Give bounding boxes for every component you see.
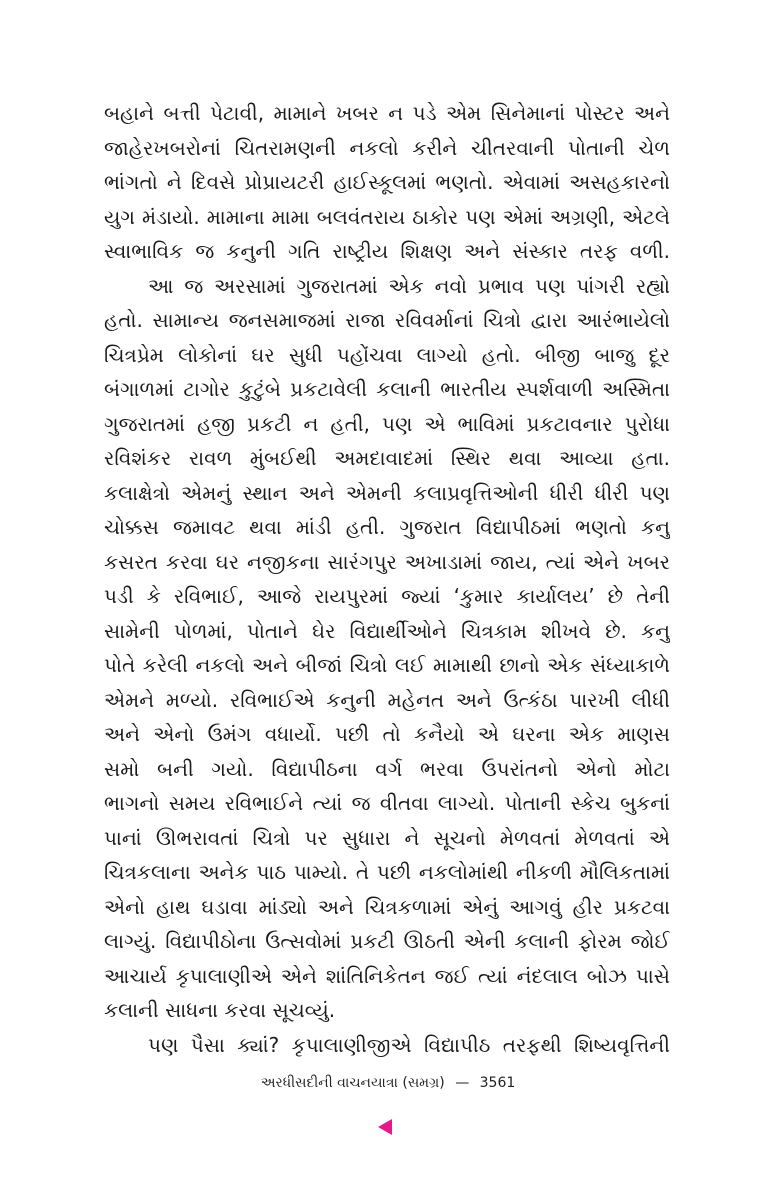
text-line: રવિશંકર રાવળ મુંબઈથી અમદાવાદમાં સ્થિર થવા આવ્યા હતા. (104, 446, 670, 470)
text-line: ગુજરાતમાં હજી પ્રકટી ન હતી, પણ એ ભાવિમાં પ્રકટાવનાર પુરોધા (104, 411, 670, 436)
text-line: આ જ અરસામાં ગુજરાતમાં એક નવો પ્રભાવ પણ પાંગરી રહ્યો (148, 273, 670, 298)
text-line: પોતે કરેલી નકલો અને બીજાં ચિત્રો લઈ મામાથી છાનો એક સંધ્યાકાળે (104, 653, 670, 677)
text-line: કલાક્ષેત્રો એમનું સ્થાન અને એમની કલાપ્રવૃત્તિઓની ધીરી ધીરી પણ (104, 480, 670, 505)
text-line: સમો બની ગયો. વિદ્યાપીઠના વર્ગ ભરવા ઉપરાંતનો એનો મોટા (104, 756, 670, 781)
page-body (104, 96, 670, 1062)
text-line: લાગ્યું. વિદ્યાપીઠોના ઉત્સવોમાં પ્રકટી ઊઠતી એની કલાની ફોરમ જોઈ (104, 929, 670, 953)
page-footer (0, 1074, 776, 1092)
text-line: કસરત કરવા ઘર નજીકના સારંગપુર અખાડામાં જાય, ત્યાં એને ખબર (104, 549, 670, 574)
book-title: અરધીસદીની વાચનયાત્રા (સમગ્ર) (260, 1075, 445, 1091)
text-line: ભાંગતો ને દિવસે પ્રોપ્રાયટરી હાઈસ્કૂલમાં ભણતો. એવામાં અસહકારનો (104, 170, 670, 194)
text-line: એનો હાથ ઘડાવા માંડ્યો અને ચિત્રકળામાં એનું આગવું હીર પ્રકટવા (104, 894, 670, 919)
text-line: ચોક્કસ જમાવટ થવા માંડી હતી. ગુજરાત વિદ્યાપીઠમાં ભણતો કનુ (104, 515, 670, 539)
text-line: યુગ મંડાયો. મામાના મામા બલવંતરાય ઠાકોર પણ એમાં અગ્રણી, એટલે (104, 204, 670, 229)
text-line: અને એનો ઉમંગ વધાર્યો. પછી તો કનૈયો એ ઘરના એક માણસ (104, 722, 670, 746)
text-line: પાનાં ઊભરાવતાં ચિત્રો પર સુધારા ને સૂચનો મેળવતાં મેળવતાં એ (104, 825, 670, 850)
text-line: કલાની સાધના કરવા સૂચવ્યું. (104, 998, 336, 1022)
text-line: પણ પૈસા ક્યાં? કૃપાલાણીજીએ વિદ્યાપીઠ તરફથી શિષ્યવૃત્તિની (148, 1032, 670, 1057)
text-line: ચિત્રપ્રેમ લોકોનાં ઘર સુધી પહોંચવા લાગ્યો હતો. બીજી બાજુ દૂર (104, 342, 670, 367)
text-line: બહાને બત્તી પેટાવી, મામાને ખબર ન પડે એમ સિનેમાનાં પોસ્ટર અને (104, 101, 670, 125)
page-number: 3561 (479, 1075, 516, 1091)
text-line: ચિત્રકલાના અનેક પાઠ પામ્યો. તે પછી નકલોમાંથી નીકળી મૌલિકતામાં (104, 860, 670, 884)
text-line: જાહેરખબરોનાં ચિતરામણની નકલો કરીને ચીતરવાની પોતાની ચેળ (104, 135, 670, 160)
text-line: સ્વાભાવિક જ કનુની ગતિ રાષ્ટ્રીય શિક્ષણ અને સંસ્કાર તરફ વળી. (104, 239, 670, 263)
footer-separator: — (455, 1075, 470, 1091)
triangle-left-icon[interactable] (378, 1119, 392, 1135)
text-line: એમને મળ્યો. રવિભાઈએ કનુની મહેનત અને ઉત્કંઠા પારખી લીધી (104, 687, 670, 712)
text-line: સામેની પોળમાં, પોતાને ઘેર વિદ્યાર્થીઓને ચિત્રકામ શીખવે છે. કનુ (104, 618, 670, 643)
text-line: આચાર્ય કૃપાલાણીએ એને શાંતિનિકેતન જઈ ત્યાં નંદલાલ બોઝ પાસે (104, 963, 670, 988)
text-line: બંગાળમાં ટાગોર કુટુંબે પ્રકટાવેલી કલાની ભારતીય સ્પર્શવાળી અસ્મિતા (104, 377, 670, 401)
text-line: ભાગનો સમય રવિભાઈને ત્યાં જ વીતવા લાગ્યો. પોતાની સ્કેચ બુકનાં (104, 791, 670, 815)
text-line: હતો. સામાન્ય જનસમાજમાં રાજા રવિવર્માનાં ચિત્રો દ્વારા આરંભાયેલો (104, 308, 670, 332)
text-line: પડી કે રવિભાઈ, આજે રાયપુરમાં જ્યાં ‘કુમાર કાર્યાલય’ છે તેની (104, 584, 670, 608)
